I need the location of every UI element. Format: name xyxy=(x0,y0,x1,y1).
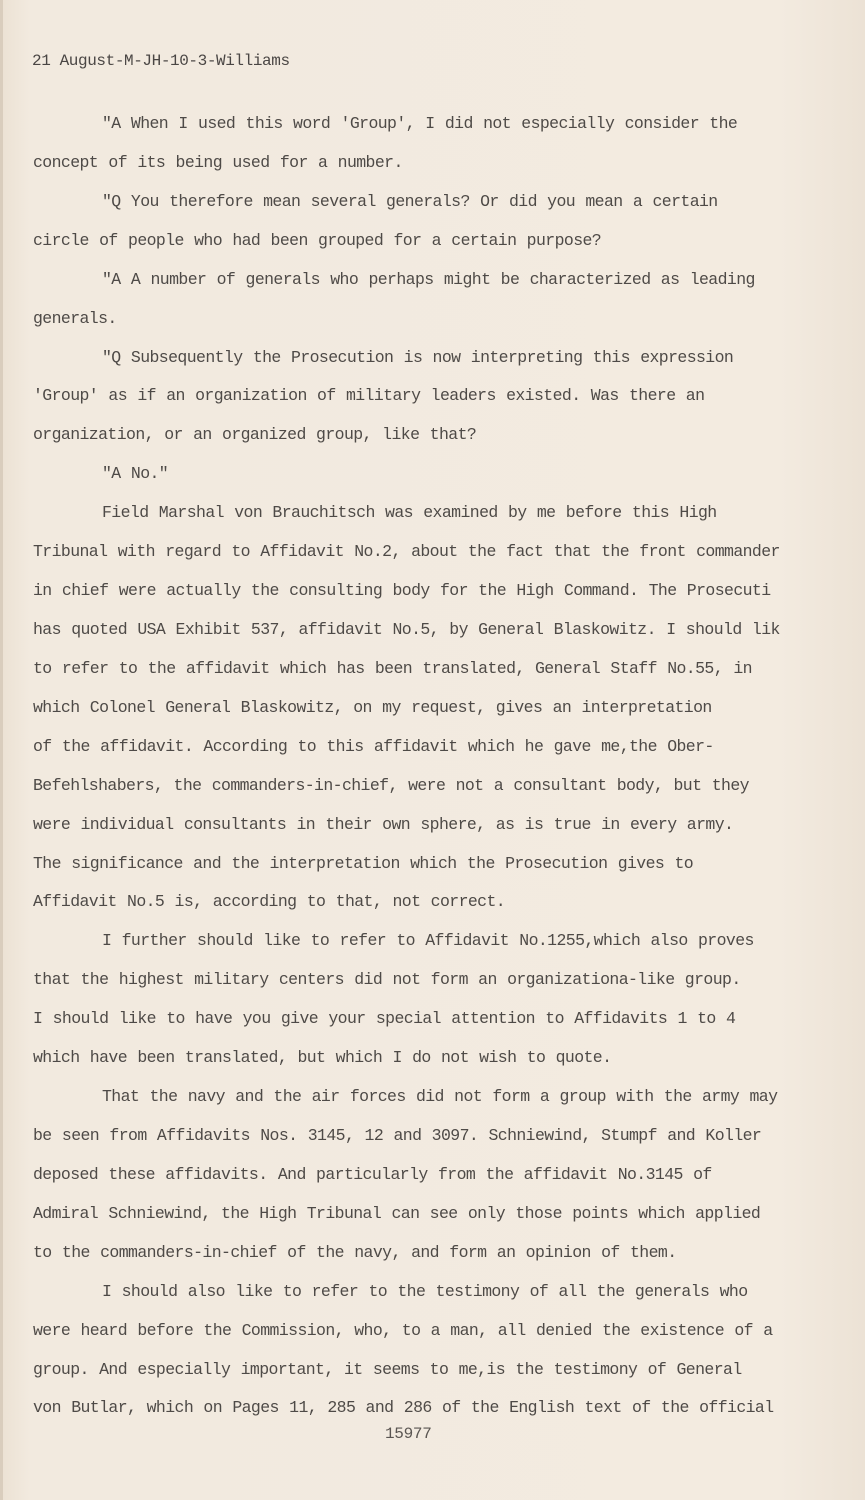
text-line: Admiral Schniewind, the High Tribunal can see only those points which applied xyxy=(33,1203,761,1223)
text-line: That the navy and the air forces did not form a group with the army may xyxy=(102,1087,778,1107)
document-body xyxy=(33,105,863,1428)
text-line: Field Marshal von Brauchitsch was examined by me before this High xyxy=(102,503,717,523)
text-line: Affidavit No.5 is, according to that, not correct. xyxy=(33,892,506,912)
text-line: in chief were actually the consulting body for the High Command. The Prosecuti xyxy=(33,581,771,601)
text-line: "Q You therefore mean several generals? Or did you mean a certain xyxy=(102,191,718,211)
text-line: "A When I used this word 'Group', I did not especially consider the xyxy=(102,114,738,133)
text-line: generals. xyxy=(33,308,117,328)
page-edge xyxy=(0,0,3,1500)
text-line: that the highest military centers did not form an organizationa-like group. xyxy=(33,970,741,990)
text-line: "Q Subsequently the Prosecution is now interpreting this expression xyxy=(102,347,734,367)
text-line: to refer to the affidavit which has been translated, General Staff No.55, in xyxy=(33,658,752,678)
text-line: I further should like to refer to Affidavit No.1255,which also proves xyxy=(102,931,754,951)
text-line: were heard before the Commission, who, to a man, all denied the existence of a xyxy=(33,1320,773,1340)
page-number: 15977 xyxy=(385,1425,432,1443)
text-line: deposed these affidavits. And particularly from the affidavit No.3145 of xyxy=(33,1164,712,1184)
text-line: be seen from Affidavits Nos. 3145, 12 and 3097. Schniewind, Stumpf and Koller xyxy=(33,1125,762,1145)
text-line: which Colonel General Blaskowitz, on my request, gives an interpretation xyxy=(33,697,712,717)
text-line: of the affidavit. According to this affidavit which he gave me,the Ober- xyxy=(33,736,714,756)
text-line: Befehlshabers, the commanders-in-chief, were not a consultant body, but they xyxy=(33,775,749,795)
page-header: 21 August-M-JH-10-3-Williams xyxy=(32,52,290,70)
text-line: von Butlar, which on Pages 11, 285 and 286 of the English text of the official xyxy=(33,1398,774,1418)
text-line: circle of people who had been grouped for a certain purpose? xyxy=(33,230,602,250)
text-line: organization, or an organized group, like that? xyxy=(33,425,477,445)
text-line: Tribunal with regard to Affidavit No.2, about the fact that the front commander xyxy=(33,542,780,562)
text-line: "A A number of generals who perhaps might be characterized as leading xyxy=(102,269,755,289)
text-line: 'Group' as if an organization of military leaders existed. Was there an xyxy=(33,386,705,406)
text-line: were individual consultants in their own sphere, as is true in every army. xyxy=(33,814,734,834)
text-line: group. And especially important, it seems to me,is the testimony of General xyxy=(33,1359,742,1379)
text-line: which have been translated, but which I do not wish to quote. xyxy=(33,1048,612,1068)
text-line: concept of its being used for a number. xyxy=(33,152,403,172)
text-line: The significance and the interpretation which the Prosecution gives to xyxy=(33,853,694,873)
text-line: I should also like to refer to the testimony of all the generals who xyxy=(102,1281,748,1301)
text-line: to the commanders-in-chief of the navy, and form an opinion of them. xyxy=(33,1242,677,1262)
text-line: "A No." xyxy=(102,464,169,484)
text-line: has quoted USA Exhibit 537, affidavit No.5, by General Blaskowitz. I should lik xyxy=(33,619,780,639)
text-line: I should like to have you give your special attention to Affidavits 1 to 4 xyxy=(33,1009,736,1029)
